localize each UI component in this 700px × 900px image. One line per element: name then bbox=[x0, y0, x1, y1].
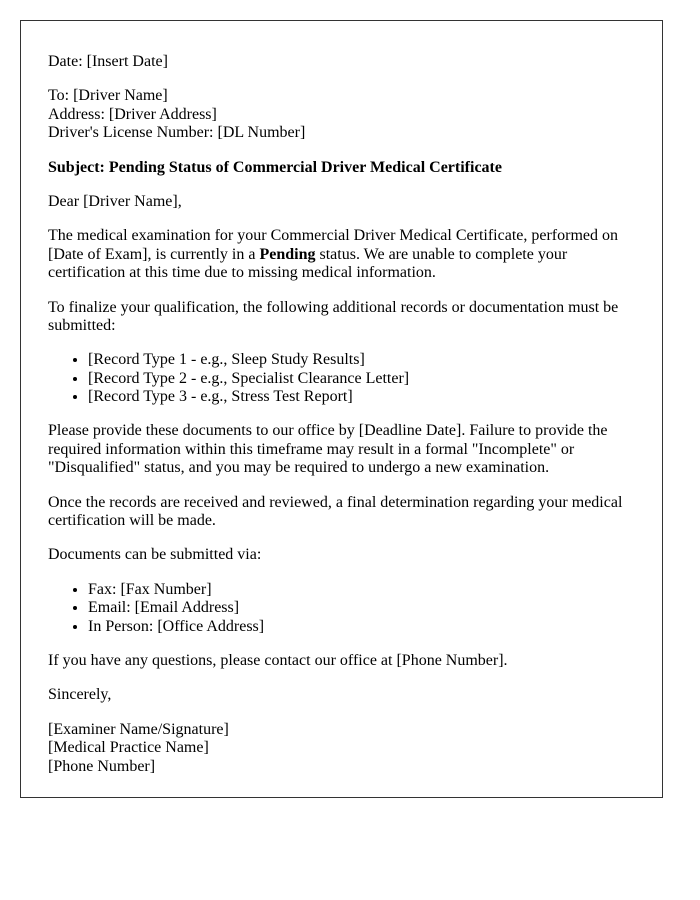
submission-list bbox=[48, 581, 635, 636]
date-line: Date: [Insert Date] bbox=[48, 53, 168, 70]
submission-intro-paragraph: Documents can be submitted via: bbox=[48, 546, 262, 564]
subject-line: Subject: Pending Status of Commercial Driver Medical Certificate bbox=[48, 158, 502, 176]
record-list-item: • [Record Type 3 - e.g., Stress Test Report] bbox=[88, 388, 635, 406]
exam-status-paragraph bbox=[48, 227, 635, 282]
record-list-item: • [Record Type 1 - e.g., Sleep Study Results] bbox=[88, 351, 635, 369]
closing: Sincerely, bbox=[48, 686, 112, 704]
deadline-paragraph: Please provide these documents to our office by [Deadline Date]. Failure to provide the required information within this timeframe may result in a formal "Incomplete" or "Disqualified" status, and you may be required to undergo a new examination. bbox=[48, 422, 608, 477]
signature-name-line: [Examiner Name/Signature] bbox=[48, 720, 229, 738]
letter-document bbox=[20, 20, 663, 798]
recipient-block bbox=[48, 87, 635, 142]
signature-block bbox=[48, 721, 635, 776]
record-list-item: • [Record Type 2 - e.g., Specialist Clearance Letter] bbox=[88, 370, 635, 388]
signature-phone-line: [Phone Number] bbox=[48, 757, 156, 775]
signature-practice-line: [Medical Practice Name] bbox=[48, 739, 209, 757]
questions-paragraph: If you have any questions, please contact our office at [Phone Number]. bbox=[48, 651, 508, 669]
records-list bbox=[48, 351, 635, 406]
submission-list-item: • In Person: [Office Address] bbox=[88, 618, 635, 636]
submission-list-item: • Email: [Email Address] bbox=[88, 599, 635, 617]
salutation: Dear [Driver Name], bbox=[48, 192, 182, 210]
exam-paragraph-text-before: The medical examination for your Commercial Driver Medical Certificate, performed on [Date of Exam], is currently in a bbox=[48, 227, 618, 263]
recipient-license-line: Driver's License Number: [DL Number] bbox=[48, 124, 306, 142]
exam-paragraph-text-after: status. We are unable to complete your certification at this time due to missing medical information. bbox=[48, 245, 568, 282]
submission-list-item: • Fax: [Fax Number] bbox=[88, 581, 635, 599]
determination-paragraph: Once the records are received and reviewed, a final determination regarding your medical certification will be made. bbox=[48, 493, 623, 530]
records-intro-paragraph: To finalize your qualification, the following additional records or documentation must be submitted: bbox=[48, 298, 619, 334]
pending-status-emphasis: Pending bbox=[259, 245, 316, 263]
recipient-address-line: Address: [Driver Address] bbox=[48, 105, 217, 123]
recipient-to-line: To: [Driver Name] bbox=[48, 87, 168, 105]
